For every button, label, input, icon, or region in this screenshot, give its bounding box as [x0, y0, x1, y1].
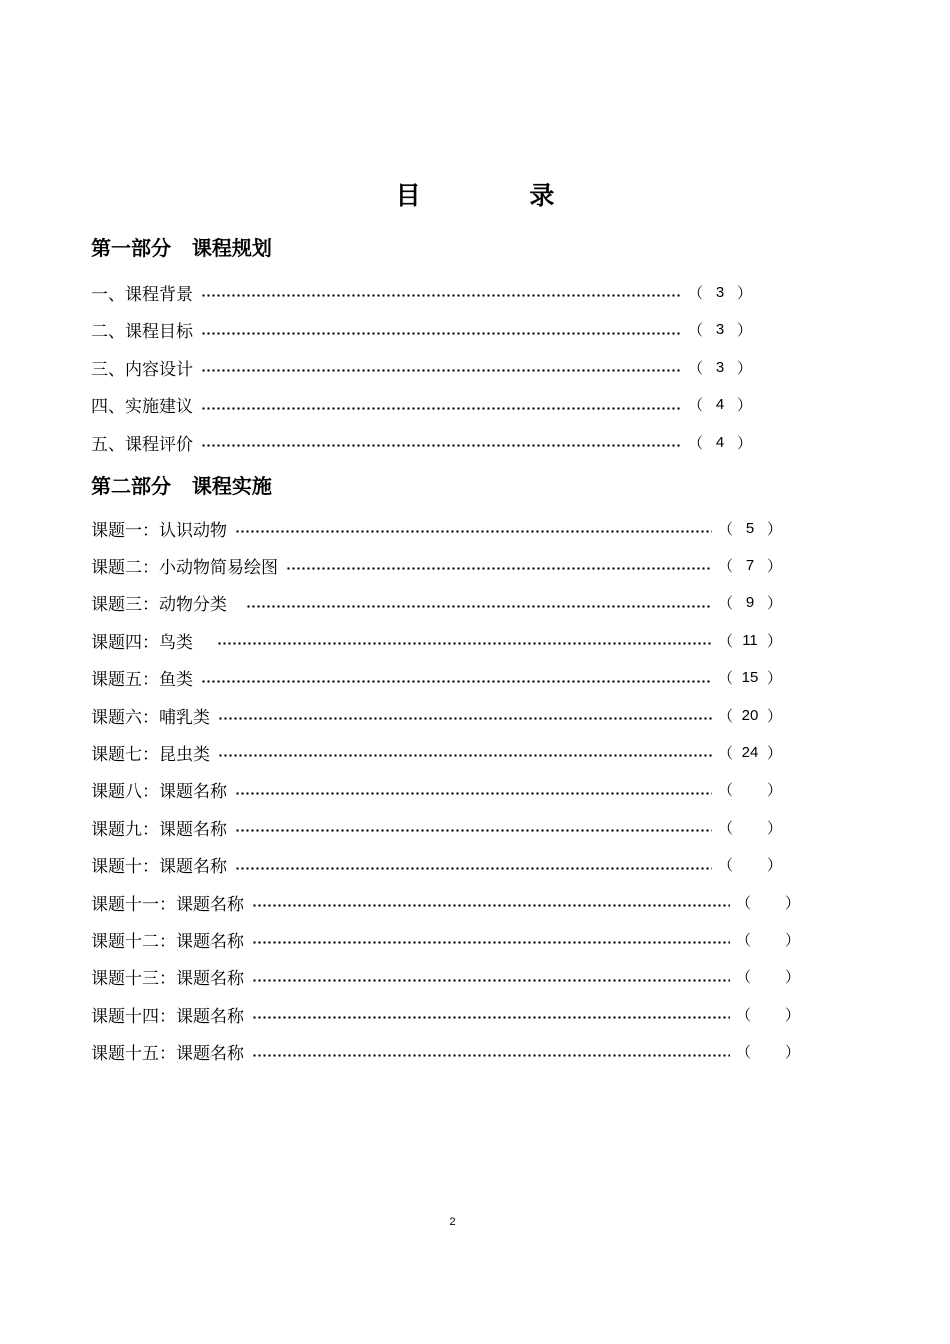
- toc-entry-page: [718, 592, 782, 613]
- paren-close: ）: [784, 969, 800, 987]
- toc-entry-label: 课题十四：课题名称: [91, 1006, 244, 1027]
- toc-entry-page: [688, 282, 752, 303]
- page-ref: 3: [715, 358, 725, 376]
- toc-entry[interactable]: [91, 591, 782, 615]
- dot-leader: [252, 927, 730, 951]
- toc-entry[interactable]: [91, 553, 782, 577]
- paren-close: ）: [766, 819, 782, 837]
- toc-entry-page: [718, 817, 782, 838]
- dot-leader: [235, 815, 712, 839]
- toc-entry-label: 课题十三：课题名称: [91, 969, 244, 990]
- toc-entry-page: [718, 555, 782, 576]
- paren-close: ）: [766, 857, 782, 875]
- paren-open: （: [687, 322, 703, 339]
- paren-open: （: [735, 894, 751, 912]
- toc-entry-label: 课题二：小动物简易绘图: [91, 557, 278, 578]
- toc-entry[interactable]: [91, 778, 782, 802]
- page-ref: 15: [741, 669, 759, 687]
- toc-entry-label: 课题五：鱼类: [91, 670, 193, 691]
- toc-entry[interactable]: [91, 355, 752, 379]
- dot-leader: [235, 516, 712, 540]
- toc-entry[interactable]: [91, 318, 752, 342]
- toc-entry[interactable]: [91, 927, 800, 951]
- toc-entry[interactable]: [91, 280, 752, 304]
- toc-entry[interactable]: [91, 740, 782, 764]
- toc-entry[interactable]: [91, 666, 782, 690]
- dot-leader: [201, 318, 682, 342]
- toc-entry[interactable]: [91, 815, 782, 839]
- dot-leader: [252, 890, 730, 914]
- dot-leader: [235, 778, 712, 802]
- toc-entry-page: [688, 432, 752, 453]
- paren-open: （: [717, 520, 733, 538]
- paren-close: ）: [766, 707, 782, 725]
- paren-open: （: [735, 1044, 751, 1062]
- dot-leader: [201, 666, 712, 690]
- dot-leader: [201, 355, 682, 379]
- paren-close: ）: [766, 595, 782, 613]
- page-ref: 9: [745, 594, 755, 612]
- paren-close: ）: [784, 931, 800, 949]
- toc-entry-label: 五、课程评价: [91, 434, 193, 455]
- toc-entry-label: 课题十一：课题名称: [91, 894, 244, 915]
- part2-heading: 第二部分 课程实施: [91, 474, 272, 498]
- toc-entry-label: 课题十五：课题名称: [91, 1044, 244, 1065]
- paren-close: ）: [766, 744, 782, 762]
- dot-leader: [217, 628, 712, 652]
- toc-entry[interactable]: [91, 1002, 800, 1026]
- toc-entry-label: 课题八：课题名称: [91, 782, 227, 803]
- paren-close: ）: [766, 632, 782, 650]
- paren-open: （: [717, 782, 733, 800]
- toc-entry-label: 四、实施建议: [91, 397, 193, 417]
- paren-open: （: [735, 969, 751, 987]
- toc-entry[interactable]: [91, 703, 782, 727]
- toc-entry-label: 课题七：昆虫类: [91, 744, 210, 765]
- paren-open: （: [687, 359, 703, 377]
- toc-entry-label: 课题十二：课题名称: [91, 931, 244, 952]
- toc-entry-page: [736, 1041, 800, 1062]
- page-ref: 24: [741, 743, 759, 761]
- toc-entry-label: 二、课程目标: [91, 322, 193, 342]
- toc-entry-page: [718, 667, 782, 688]
- page-ref: 11: [742, 631, 758, 649]
- paren-close: ）: [766, 520, 782, 538]
- dot-leader: [201, 280, 682, 304]
- toc-entry[interactable]: [91, 965, 800, 989]
- page-ref: 20: [741, 706, 759, 724]
- toc-entry-page: [736, 966, 800, 987]
- toc-entry-page: [718, 705, 782, 726]
- part1-heading: 第一部分 课程规划: [91, 236, 272, 260]
- paren-open: （: [717, 632, 733, 650]
- toc-entry[interactable]: [91, 1040, 800, 1064]
- dot-leader: [252, 1040, 730, 1064]
- paren-close: ）: [784, 894, 800, 912]
- toc-entry[interactable]: [91, 890, 800, 914]
- dot-leader: [218, 703, 712, 727]
- paren-close: ）: [736, 397, 752, 414]
- toc-entry-page: [688, 319, 752, 340]
- page-ref: 4: [715, 396, 725, 413]
- paren-open: （: [717, 707, 733, 725]
- toc-entry-page: [736, 892, 800, 913]
- toc-entry[interactable]: [91, 516, 782, 540]
- toc-entry-label: 课题一：认识动物: [91, 520, 227, 541]
- paren-open: （: [717, 595, 733, 613]
- toc-entry-page: [718, 779, 782, 800]
- page-number: 2: [449, 1216, 456, 1228]
- dot-leader: [246, 591, 712, 615]
- toc-entry-page: [688, 394, 752, 415]
- paren-open: （: [717, 744, 733, 762]
- paren-close: ）: [736, 284, 752, 302]
- paren-open: （: [717, 819, 733, 837]
- toc-title: 目 录: [395, 181, 605, 210]
- toc-entry-label: 课题四：鸟类: [91, 632, 210, 653]
- dot-leader: [286, 553, 712, 577]
- toc-entry-label: 三、内容设计: [91, 359, 193, 380]
- toc-entry[interactable]: [91, 393, 752, 417]
- toc-entry-page: [718, 742, 782, 763]
- paren-close: ）: [766, 782, 782, 800]
- toc-entry[interactable]: [91, 430, 752, 454]
- toc-entry-page: [718, 854, 782, 875]
- toc-entry-page: [688, 357, 752, 378]
- toc-entry-label: 课题九：课题名称: [91, 819, 227, 840]
- page-ref: 3: [715, 283, 725, 301]
- dot-leader: [218, 740, 712, 764]
- page-ref: 7: [745, 556, 755, 574]
- paren-open: （: [687, 434, 703, 452]
- toc-entry-page: [736, 1004, 800, 1025]
- toc-entry-page: [718, 518, 782, 539]
- toc-entry-page: [718, 630, 782, 651]
- toc-entry[interactable]: [91, 628, 782, 652]
- toc-entry-label: 课题六：哺乳类: [91, 707, 210, 728]
- paren-close: ）: [784, 1006, 800, 1024]
- dot-leader: [201, 430, 682, 454]
- page-ref: 3: [715, 321, 725, 338]
- paren-open: （: [735, 931, 751, 949]
- paren-close: ）: [766, 670, 782, 688]
- dot-leader: [235, 853, 712, 877]
- toc-entry[interactable]: [91, 853, 782, 877]
- page-ref: 4: [715, 433, 725, 451]
- paren-open: （: [735, 1006, 751, 1024]
- paren-open: （: [687, 397, 703, 414]
- paren-open: （: [717, 857, 733, 875]
- dot-leader: [252, 965, 730, 989]
- paren-close: ）: [766, 557, 782, 575]
- paren-close: ）: [736, 434, 752, 452]
- page-ref: 5: [745, 519, 755, 537]
- toc-entry-label: 课题十：课题名称: [91, 857, 227, 878]
- toc-entry-page: [736, 929, 800, 950]
- dot-leader: [201, 393, 682, 417]
- paren-open: （: [717, 670, 733, 688]
- paren-close: ）: [736, 359, 752, 377]
- dot-leader: [252, 1002, 730, 1026]
- paren-close: ）: [784, 1044, 800, 1062]
- paren-close: ）: [736, 322, 752, 339]
- toc-entry-label: 课题三：动物分类: [91, 595, 238, 616]
- toc-entry-label: 一、课程背景: [91, 284, 193, 305]
- paren-open: （: [687, 284, 703, 302]
- paren-open: （: [717, 557, 733, 575]
